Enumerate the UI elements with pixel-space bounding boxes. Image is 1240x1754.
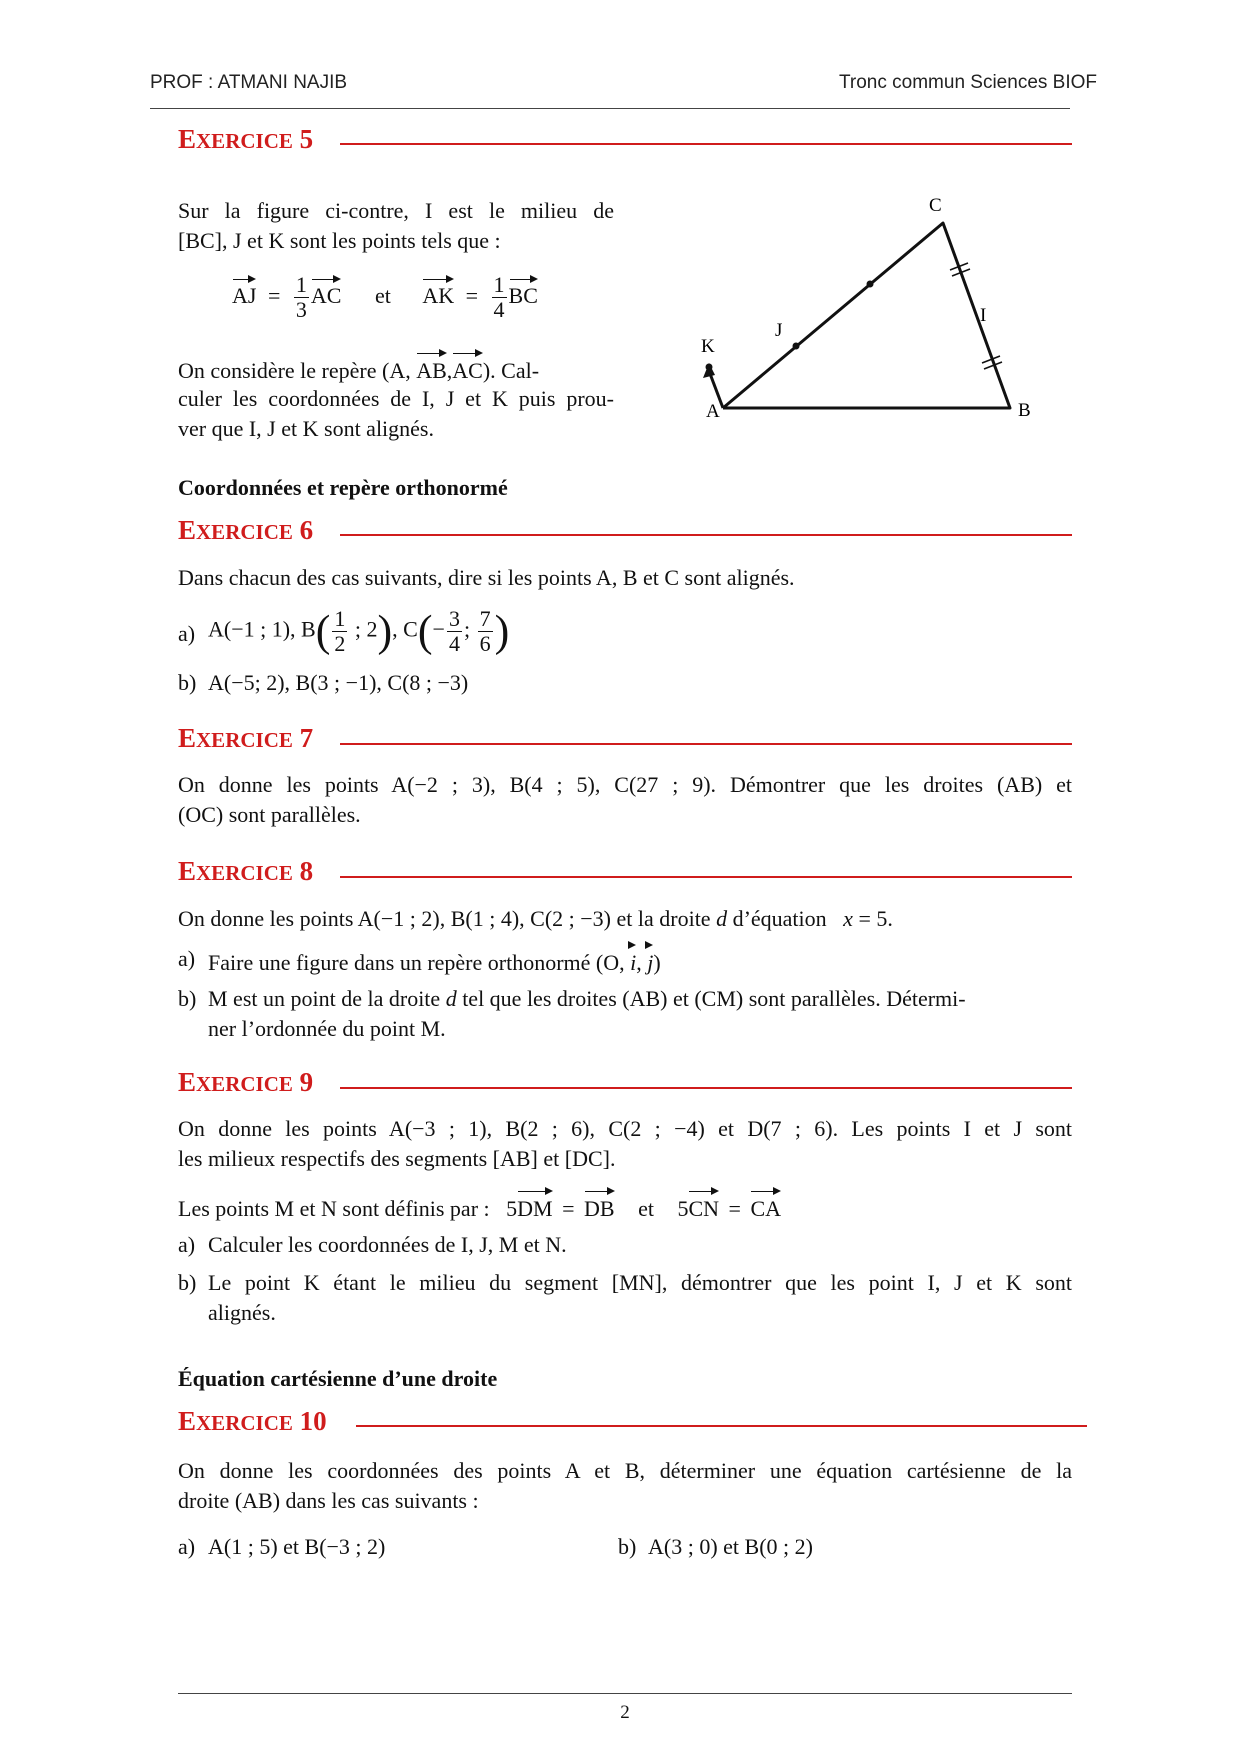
exercise-5-title: EXERCICE 5 [178,124,314,154]
exercise-8-rule [340,876,1072,878]
ex6-item-a: a) A(−1 ; 1), B( $\frac{1}{2}$ ; 2), C(− $\frac{3}{4}$ ; $\frac{7}{6}$ ) [178,606,510,656]
ex7-line-2: (OC) sont parallèles. [178,802,361,827]
label-a: A [706,401,720,422]
ex5-line-3: On considère le repère (A, AB,AC). Cal- [178,352,539,386]
point-k [706,364,713,371]
exercise-9-rule [340,1087,1072,1089]
ex9-line-2: les milieux respectifs des segments [AB] et [DC]. [178,1146,616,1171]
page-number: 2 [620,1702,630,1723]
point-j [793,343,800,350]
footer-rule [178,1693,1072,1694]
ex5-line-1: Sur la figure ci-contre, I est le milieu de [178,198,614,223]
ex10-line-2: droite (AB) dans les cas suivants : [178,1488,479,1513]
section-heading-cartesian: Équation cartésienne d’une droite [178,1366,498,1391]
ex9-line-1: On donne les points A(−3 ; 1), B(2 ; 6), C(2 ; −4) et D(7 ; 6). Les points I et J sont [178,1116,1072,1141]
ex5-line-5: ver que I, J et K sont alignés. [178,416,434,441]
exercise-7-rule [340,743,1072,745]
exercise-5-rule [340,143,1072,145]
ex8-intro: On donne les points A(−1 ; 2), B(1 ; 4), C(2 ; −3) et la droite d d’équation x = 5. [178,906,893,931]
label-b: B [1018,400,1031,421]
label-j: J [775,320,783,341]
exercise-9-title: EXERCICE 9 [178,1067,314,1097]
label-i: I [980,305,987,326]
section-heading-coordinates: Coordonnées et repère orthonormé [178,475,508,500]
triangle-abc [723,223,1010,408]
triangle-figure [680,185,1060,430]
label-c: C [929,195,942,216]
ex10-line-1: On donne les coordonnées des points A et B, déterminer une équation cartésienne de la [178,1458,1072,1483]
exercise-7-title: EXERCICE 7 [178,723,314,753]
exercise-6-title: EXERCICE 6 [178,515,314,545]
exercise-8-title: EXERCICE 8 [178,856,314,886]
ex8-item-b: b) M est un point de la droite d tel que les droites (AB) et (CM) sont parallèles. Détermi- ner l’ordonnée du point M. [178,986,966,1041]
exercise-6-rule [340,534,1072,536]
header-course: Tronc commun Sciences BIOF [839,72,1097,93]
exercise-10-title: EXERCICE 10 [178,1406,327,1436]
ex5-vector-equations: AJ = $\frac{1}{3}$ AC et AK = $\frac{1}{4}$ BC [232,272,538,322]
ex5-line-2: [BC], J et K sont les points tels que : [178,228,501,253]
ex5-line-4: culer les coordonnées de I, J et K puis prou- [178,386,614,411]
ex6-intro: Dans chacun des cas suivants, dire si les points A, B et C sont alignés. [178,565,795,590]
ex9-item-b: b) Le point K étant le milieu du segment [MN], démontrer que les point I, J et K sont alignés. [178,1270,1072,1325]
header-author: PROF : ATMANI NAJIB [150,72,348,93]
point-mid-ac [867,281,874,288]
label-k: K [701,336,715,357]
exercise-10-rule [356,1425,1087,1427]
header-rule [150,108,1070,109]
ex9-definition: Les points M et N sont définis par : 5DM = DB et 5CN = CA [178,1190,781,1224]
ex7-line-1: On donne les points A(−2 ; 3), B(4 ; 5), C(27 ; 9). Démontrer que les droites (AB) et [178,772,1072,797]
